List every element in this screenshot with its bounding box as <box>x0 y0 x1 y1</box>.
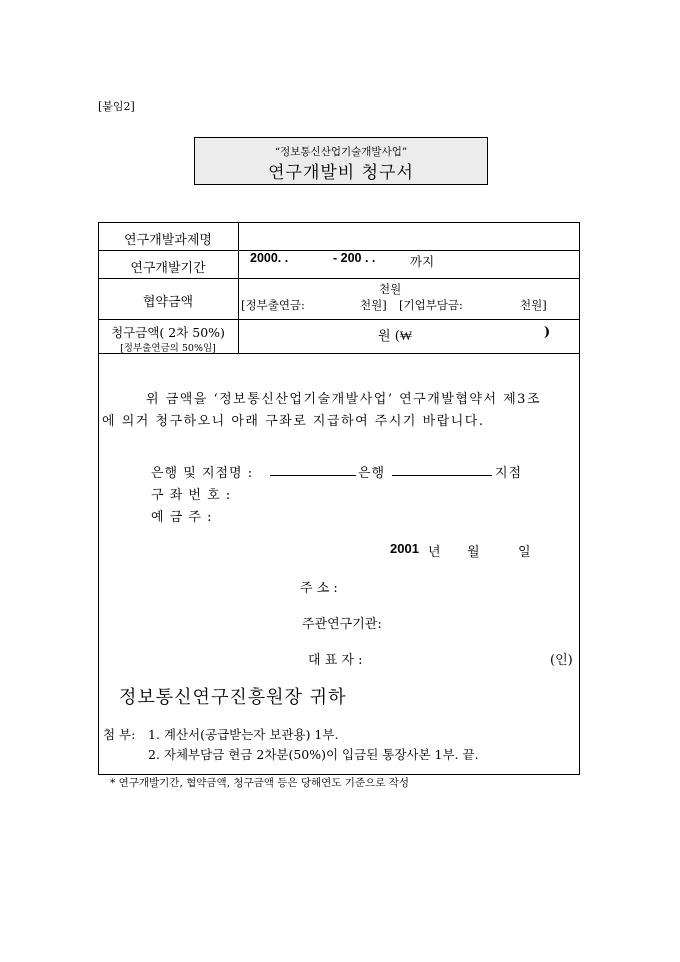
attachment-1: 1. 계산서(공급받는자 보관용) 1부. <box>148 727 339 742</box>
attachments-prefix: 첨 부: <box>103 727 136 742</box>
project-title-field[interactable] <box>240 224 578 248</box>
program-name: “정보통신산업기술개발사업” <box>274 146 408 158</box>
account-holder-label: 예 금 주 : <box>151 510 213 525</box>
account-number-label: 구 좌 번 호 : <box>151 488 232 503</box>
contract-amount-label: 협약금액 <box>142 295 194 310</box>
period-until: 까지 <box>410 254 435 269</box>
account-number-field[interactable] <box>272 482 492 500</box>
request-paragraph-line2: 에 의거 청구하오니 아래 구좌로 지급하여 주시기 바랍니다. <box>102 414 485 429</box>
project-title-label: 연구개발과제명 <box>124 233 212 248</box>
attachment-2: 2. 자체부담금 현금 2차분(50%)이 입금된 통장사본 1부. 끝. <box>148 747 479 762</box>
date-month: 월 <box>467 545 480 560</box>
row-divider <box>98 278 580 279</box>
corp-fund-unit: 천원] <box>520 298 547 312</box>
contract-unit: 천원 <box>379 282 402 296</box>
bank-branch-label: 은행 및 지점명 : <box>151 466 254 481</box>
form-title: 연구개발비 청구서 <box>268 163 414 183</box>
row-divider <box>98 319 580 320</box>
period-start[interactable]: 2000. . <box>250 251 289 265</box>
branch-name-field[interactable] <box>392 463 492 476</box>
period-label: 연구개발기간 <box>130 261 206 276</box>
bank-suffix: 은행 <box>358 466 386 481</box>
seal-mark: (인) <box>550 653 573 668</box>
claim-amount-sublabel: [정부출연금의 50%임] <box>120 343 216 354</box>
attachment-label: [붙임2] <box>98 100 135 113</box>
claim-amount-label: 청구금액( 2차 50%) <box>111 325 225 340</box>
period-end[interactable]: - 200 . . <box>333 251 376 265</box>
institution-label: 주관연구기관: <box>302 617 382 632</box>
branch-suffix: 지점 <box>495 466 523 481</box>
date-year-suffix: 년 <box>428 545 441 560</box>
corp-fund-label: [기업부담금: <box>399 298 463 312</box>
date-year: 2001 <box>390 541 419 556</box>
claim-currency[interactable]: 원 (₩ <box>378 329 413 344</box>
gov-fund-unit: 천원] <box>360 298 387 312</box>
account-holder-field[interactable] <box>272 504 492 522</box>
representative-label: 대 표 자 : <box>308 653 363 668</box>
bank-name-field[interactable] <box>270 463 356 476</box>
column-divider <box>238 222 239 353</box>
footnote: * 연구개발기간, 협약금액, 청구금액 등은 당해연도 기준으로 작성 <box>110 777 410 789</box>
claim-close-paren: ) <box>544 325 551 340</box>
date-day: 일 <box>518 545 531 560</box>
request-paragraph-line1: 위 금액을 ‘정보통신산업기술개발사업’ 연구개발협약서 제3조 <box>146 392 542 407</box>
addressee: 정보통신연구진흥원장 귀하 <box>119 687 347 708</box>
address-label: 주 소 : <box>300 581 338 596</box>
title-box <box>194 137 488 185</box>
gov-fund-label: [정부출연금: <box>241 298 305 312</box>
